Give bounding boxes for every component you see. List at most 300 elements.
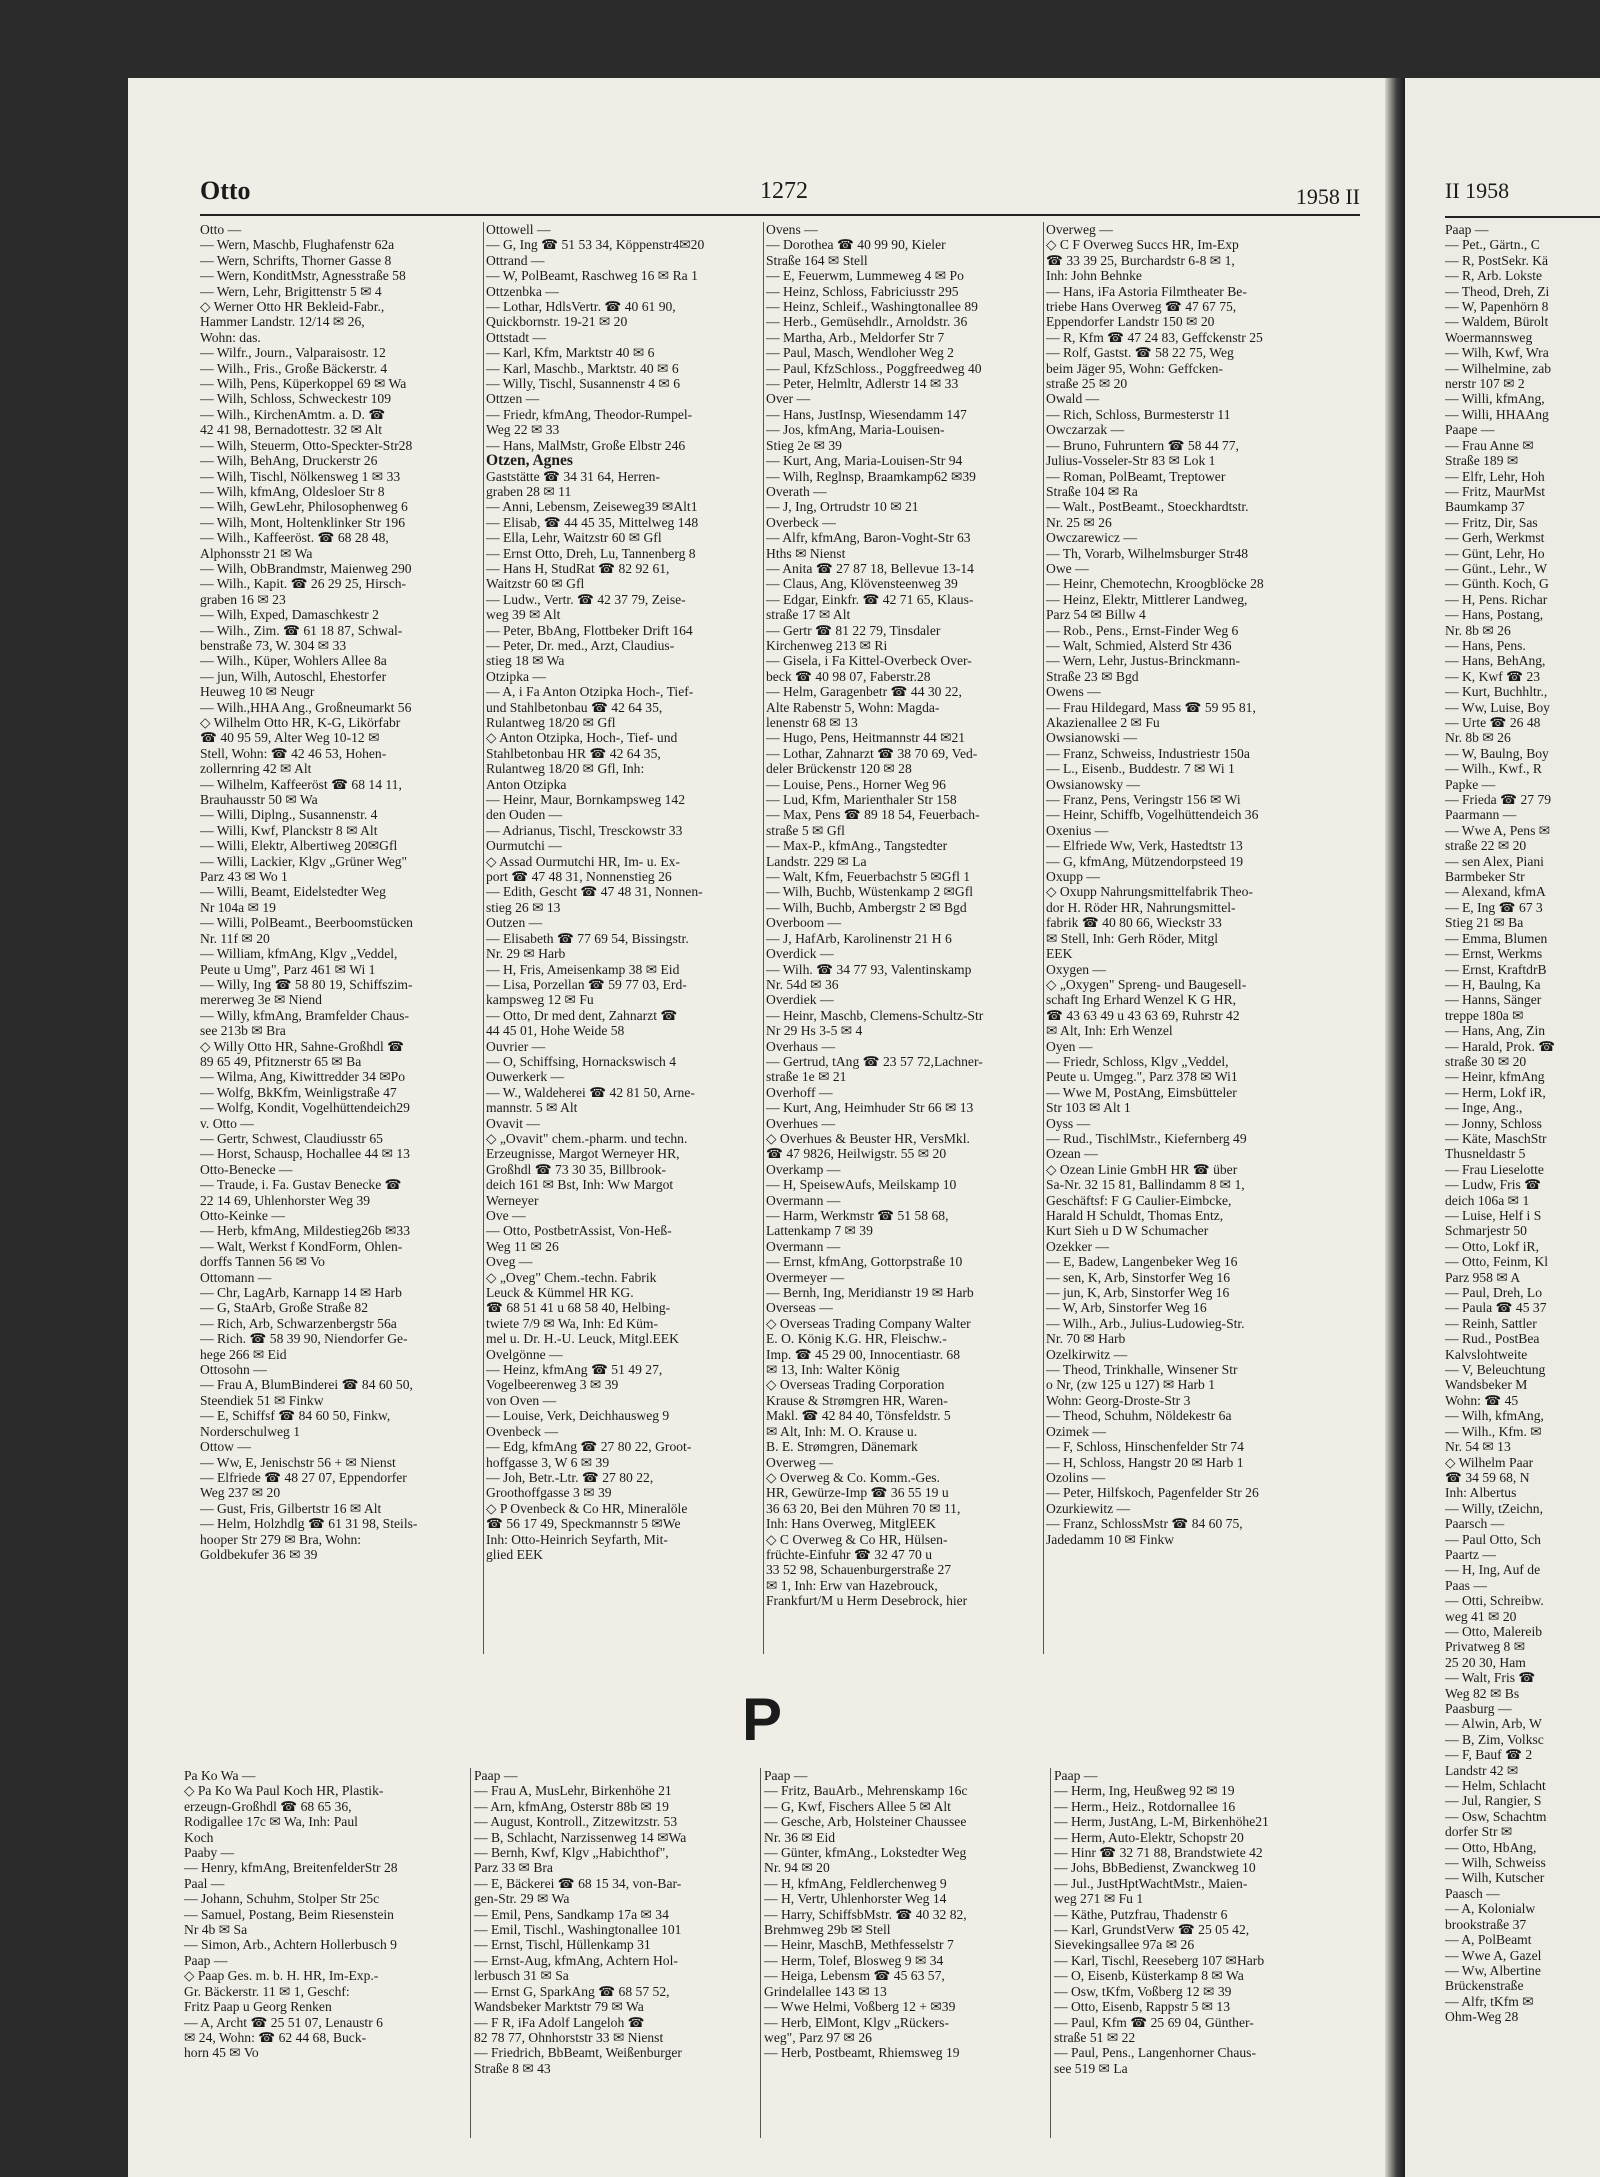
entry-line: — Ernst G, SparkAng ☎ 68 57 52, (474, 1983, 670, 1999)
column-4 (1046, 222, 1358, 1654)
entry-line: Overkamp — (766, 1161, 841, 1177)
entry-line: — Wwe Helmi, Voßberg 12 + ✉39 (764, 1999, 956, 2015)
entry-line: — Wilh. ☎ 34 77 93, Valentinskamp (766, 961, 972, 977)
entry-line: Nr. 54 ✉ 13 (1445, 1439, 1511, 1455)
entry-line: — Lothar, HdlsVertr. ☎ 40 61 90, (486, 299, 676, 315)
entry-line: — Willy, Tischl, Susannenstr 4 ✉ 6 (486, 376, 681, 392)
entry-line: — Wilh, BehAng, Druckerstr 26 (200, 453, 378, 469)
entry-line: — B, Zim, Volksc (1445, 1731, 1544, 1747)
entry-line: — Fritz, Dir, Sas (1445, 514, 1538, 530)
entry-line: 25 20 30, Ham (1445, 1654, 1526, 1670)
entry-line: — Otto, Dr med dent, Zahnarzt ☎ (486, 1007, 678, 1023)
entry-line: — Alfr, kfmAng, Baron-Voght-Str 63 (766, 530, 971, 546)
entry-line: — E, Feuerwm, Lummeweg 4 ✉ Po (766, 268, 964, 284)
entry-line: — Wilh, Exped, Damaschkestr 2 (200, 607, 379, 623)
entry-line: — Herb., Gemüsehdlr., Arnoldstr. 36 (766, 314, 968, 330)
entry-line: Straße 8 ✉ 43 (474, 2060, 551, 2076)
entry-line: Krause & Strømgren HR, Waren- (766, 1392, 948, 1408)
entry-line: — Wilh, Mont, Holtenklinker Str 196 (200, 514, 405, 530)
entry-line: mel u. Dr. H.-U. Leuck, Mitgl.EEK (486, 1331, 679, 1347)
entry-line: Ottrand — (486, 252, 545, 268)
entry-line: — Traude, i. Fa. Gustav Benecke ☎ (200, 1177, 402, 1193)
entry-line: — H, Vertr, Uhlenhorster Weg 14 (764, 1891, 947, 1907)
entry-line: — W., Waldeherei ☎ 42 81 50, Arne- (486, 1084, 695, 1100)
entry-line: Overdick — (766, 946, 834, 962)
entry-line: Frankfurt/M u Herm Desebrock, hier (766, 1593, 968, 1609)
entry-line: Privatweg 8 ✉ (1445, 1639, 1526, 1655)
column-6 (474, 1768, 756, 2138)
entry-line: — Heinr, Schiffb, Vogelhüttendeich 36 (1046, 807, 1259, 823)
entry-line: — Paula ☎ 45 37 (1445, 1300, 1547, 1316)
entry-line: Ozelkirwitz — (1046, 1346, 1128, 1362)
entry-line: — Wilma, Ang, Kiwittredder 34 ✉Po (200, 1069, 406, 1085)
entry-line: — Hans, JustInsp, Wiesendamm 147 (766, 406, 967, 422)
entry-line: — August, Kontroll., Zitzewitzstr. 53 (474, 1814, 678, 1830)
entry-line: ☎ 68 51 41 u 68 58 40, Helbing- (486, 1300, 671, 1316)
entry-line: — Karl, Maschb., Marktstr. 40 ✉ 6 (486, 360, 679, 376)
entry-line: — Frau Hildegard, Mass ☎ 59 95 81, (1046, 699, 1256, 715)
entry-line: Jadedamm 10 ✉ Finkw (1046, 1531, 1175, 1547)
entry-line: Overmann — (766, 1238, 841, 1254)
entry-line: Ottzen — (486, 391, 540, 407)
entry-line: — Willi, Beamt, Eidelstedter Weg (200, 884, 386, 900)
entry-line: — Rud., PostBea (1445, 1331, 1540, 1347)
entry-line: — Herm, Tolef, Blosweg 9 ✉ 34 (764, 1952, 944, 1968)
entry-line: Parz 54 ✉ Billw 4 (1046, 607, 1146, 623)
entry-line: — Jos, kfmAng, Maria-Louisen- (766, 422, 945, 438)
entry-line: Akazienallee 2 ✉ Fu (1046, 715, 1160, 730)
entry-line: v. Otto — (200, 1115, 254, 1131)
entry-line: — Johann, Schuhm, Stolper Str 25c (184, 1891, 380, 1907)
entry-line: straße 30 ✉ 20 (1445, 1053, 1527, 1069)
entry-line: — Theod, Trinkhalle, Winsener Str (1046, 1362, 1238, 1378)
entry-line: — W, Baulng, Boy (1445, 745, 1549, 761)
entry-line: ☎ 56 17 49, Speckmannstr 5 ✉We (486, 1516, 681, 1532)
entry-line: port ☎ 47 48 31, Nonnenstieg 26 (486, 869, 672, 885)
entry-line: — Heinr, Maur, Bornkampsweg 142 (486, 792, 686, 808)
entry-line: — Peter, Hilfskoch, Pagenfelder Str 26 (1046, 1485, 1259, 1501)
entry-line: — Bernh, Ing, Meridianstr 19 ✉ Harb (766, 1285, 974, 1301)
entry-line: — Wilh, Buchb, Ambergstr 2 ✉ Bgd (766, 899, 967, 915)
entry-line: — Otto, HbAng, (1445, 1839, 1537, 1855)
entry-line: — Gertr, Schwest, Claudiusstr 65 (200, 1130, 383, 1146)
entry-line: Otto-Keinke — (200, 1208, 285, 1223)
column-divider (470, 1768, 471, 2138)
entry-line: — Ww, E, Jenischstr 56 + ✉ Nienst (200, 1454, 396, 1470)
entry-line: 89 65 49, Pfitznerstr 65 ✉ Ba (200, 1053, 362, 1069)
entry-line: — Willy, kfmAng, Bramfelder Chaus- (200, 1007, 409, 1023)
entry-line: Ozurkiewitz — (1046, 1500, 1131, 1516)
entry-line: ◇ „Oxygen" Spreng- und Baugesell- (1046, 976, 1247, 992)
entry-line: Owens — (1046, 684, 1101, 700)
entry-line: — R, Arb. Lokste (1445, 268, 1543, 284)
entry-line: Paarsch — (1445, 1516, 1505, 1532)
entry-line: — Pet., Gärtn., C (1445, 237, 1540, 253)
entry-line: ◇ Overseas Trading Company Walter (766, 1315, 971, 1331)
entry-line: Parz 958 ✉ A (1445, 1269, 1521, 1285)
entry-line: — K, Kwf ☎ 23 (1445, 668, 1541, 684)
entry-line: — Käthe, Putzfrau, Thadenstr 6 (1054, 1906, 1228, 1922)
entry-line: Overboom — (766, 915, 842, 931)
entry-line: — Alfr, tKfm ✉ (1445, 1993, 1534, 2009)
column-5 (184, 1768, 466, 2138)
entry-line: Paap — (474, 1768, 518, 1783)
entry-line: — Ernst, Tischl, Hüllenkamp 31 (474, 1937, 651, 1953)
entry-line: — Otti, Schreibw. (1445, 1593, 1544, 1609)
entry-line: — sen, K, Arb, Sinstorfer Weg 16 (1046, 1269, 1231, 1285)
entry-line: — Willi, HHAAng (1445, 406, 1549, 422)
entry-line: ◇ Wilhelm Otto HR, K-G, Likörfabr (200, 715, 401, 730)
entry-line: Paap — (1445, 222, 1489, 237)
entry-line: — B, Schlacht, Narzissenweg 14 ✉Wa (474, 1829, 687, 1845)
entry-line: — Wilh, Steuerm, Otto-Speckter-Str28 (200, 437, 413, 453)
entry-line: Overhoff — (766, 1084, 833, 1100)
entry-line: Owczarewicz — (1046, 530, 1137, 546)
entry-line: — Wilh., Küper, Wohlers Allee 8a (200, 653, 387, 669)
entry-line: — A, PolBeamt (1445, 1932, 1532, 1948)
column-8 (1054, 1768, 1354, 2138)
entry-line: — G, kfmAng, Mützendorpsteed 19 (1046, 853, 1244, 869)
column-3 (766, 222, 1040, 1654)
entry-line: brookstraße 37 (1445, 1916, 1527, 1932)
entry-line: — Walt., PostBeamt., Stoeckhardtstr. (1046, 499, 1249, 515)
entry-line: — Wolfg, Kondit, Vogelhüttendeich29 (200, 1100, 410, 1116)
entry-line: o Nr, (zw 125 u 127) ✉ Harb 1 (1046, 1377, 1216, 1393)
entry-line: Overdiek — (766, 992, 834, 1008)
entry-line: twiete 7/9 ✉ Wa, Inh: Ed Küm- (486, 1315, 659, 1331)
entry-line: — Edith, Gescht ☎ 47 48 31, Nonnen- (486, 884, 703, 900)
entry-line: weg", Parz 97 ✉ 26 (764, 2029, 872, 2045)
entry-line: Peute u. Umgeg.", Parz 378 ✉ Wi1 (1046, 1069, 1238, 1085)
entry-line: Leuck & Kümmel HR KG. (486, 1285, 634, 1301)
entry-line: Papke — (1445, 776, 1496, 792)
entry-line: — A, Kolonialw (1445, 1901, 1536, 1917)
entry-line: Heuweg 10 ✉ Neugr (200, 684, 315, 700)
entry-line: — V, Beleuchtung (1445, 1362, 1546, 1378)
entry-line: — Paul, KfzSchloss., Poggfreedweg 40 (766, 360, 982, 376)
book-fold (1385, 78, 1405, 2177)
entry-line: — Peter, Dr. med., Arzt, Claudius- (486, 637, 675, 653)
entry-line: ◇ C Overweg & Co HR, Hülsen- (766, 1531, 948, 1547)
entry-line: — Hanns, Sänger (1445, 992, 1542, 1008)
entry-line: ◇ P Ovenbeck & Co HR, Mineralöle (486, 1500, 688, 1516)
entry-line: — Emil, Pens, Sandkamp 17a ✉ 34 (474, 1906, 669, 1922)
entry-line: — W, Arb, Sinstorfer Weg 16 (1046, 1300, 1207, 1316)
entry-line: Straße 164 ✉ Stell (766, 252, 868, 268)
entry-line: — Rich. ☎ 58 39 90, Niendorfer Ge- (200, 1331, 408, 1347)
entry-line: Julius-Vosseler-Str 83 ✉ Lok 1 (1046, 453, 1216, 469)
entry-line: beim Jäger 95, Wohn: Geffcken- (1046, 360, 1223, 376)
entry-line: Gaststätte ☎ 34 31 64, Herren- (486, 468, 660, 484)
entry-line: — Kurt, Buchhltr., (1445, 684, 1548, 700)
entry-line: Kirchenweg 213 ✉ Ri (766, 637, 888, 653)
entry-line: — R, PostSekr. Kä (1445, 252, 1549, 268)
entry-line: — Louise, Verk, Deichhausweg 9 (486, 1408, 670, 1424)
entry-line: graben 28 ✉ 11 (486, 483, 572, 499)
entry-line: Wohn: das. (200, 329, 261, 345)
entry-line: zollernring 42 ✉ Alt (200, 761, 312, 777)
entry-line: — Claus, Ang, Klövensteenweg 39 (766, 576, 958, 592)
entry-line: straße 22 ✉ 20 (1445, 838, 1527, 854)
entry-line: Owsianowski — (1046, 730, 1138, 746)
entry-line: Ottzenbka — (486, 283, 559, 299)
entry-line: — Rob., Pens., Ernst-Finder Weg 6 (1046, 622, 1239, 638)
entry-line: Großhdl ☎ 73 30 35, Billbrook- (486, 1161, 667, 1177)
entry-line: Owe — (1046, 560, 1089, 576)
entry-line: — A, Archt ☎ 25 51 07, Lenaustr 6 (184, 2014, 383, 2030)
entry-line: — Walt, Fris ☎ (1445, 1670, 1536, 1686)
entry-line: — Wilh, Kutscher (1445, 1870, 1545, 1886)
entry-line: — Joh, Betr.-Ltr. ☎ 27 80 22, (486, 1469, 654, 1485)
entry-line: — G, Ing ☎ 51 53 34, Köppenstr4✉20 (486, 237, 705, 253)
header-year: 1958 II (1295, 184, 1360, 209)
entry-line: Over — (766, 391, 811, 407)
entry-line: Makl. ☎ 42 84 40, Tönsfeldstr. 5 (766, 1408, 951, 1424)
entry-line: Overseas — (766, 1300, 833, 1316)
entry-line: — Wilh., Kfm. ✉ (1445, 1423, 1542, 1439)
entry-line: — Anita ☎ 27 87 18, Bellevue 13-14 (766, 560, 974, 576)
entry-line: Alte Rabenstr 5, Wohn: Magda- (766, 699, 940, 715)
entry-line: weg 39 ✉ Alt (486, 607, 561, 623)
entry-line: treppe 180a ✉ (1445, 1007, 1524, 1023)
entry-line: — Friedrich, BbBeamt, Weißenburger (474, 2045, 682, 2061)
entry-line: Erzeugnisse, Margot Werneyer HR, (486, 1146, 680, 1162)
entry-line: weg 41 ✉ 20 (1445, 1608, 1517, 1624)
entry-line: — G, StaArb, Große Straße 82 (200, 1300, 369, 1316)
entry-line: stieg 26 ✉ 13 (486, 899, 561, 915)
entry-line: — R, Kfm ☎ 47 24 83, Geffckenstr 25 (1046, 329, 1263, 345)
entry-line: — Gerh, Werkmst (1445, 530, 1545, 546)
entry-line: — Wilh, kfmAng, (1445, 1408, 1544, 1424)
entry-line: — Wern, Schrifts, Thorner Gasse 8 (200, 252, 392, 268)
entry-line: — Rud., TischlMstr., Kiefernberg 49 (1046, 1130, 1247, 1146)
entry-line: ☎ 47 9826, Heilwigstr. 55 ✉ 20 (766, 1146, 947, 1162)
entry-line: — Günter, kfmAng., Lokstedter Weg (764, 1845, 967, 1861)
entry-line: Overmann — (766, 1192, 841, 1208)
entry-line: ◇ „Ovavit" chem.-pharm. und techn. (486, 1130, 688, 1146)
entry-line: Ottowell — (486, 222, 551, 237)
entry-line: — Wern, Lehr, Brigittenstr 5 ✉ 4 (200, 283, 382, 299)
entry-line: — Heinr, Chemotechn, Kroogblöcke 28 (1046, 576, 1264, 592)
entry-line: ◇ C F Overweg Succs HR, Im-Exp (1046, 237, 1239, 253)
entry-line: — F R, iFa Adolf Langeloh ☎ (474, 2014, 645, 2030)
entry-line: — Wwe M, PostAng, Eimsbütteler (1046, 1084, 1237, 1100)
entry-line: Weg 82 ✉ Bs (1445, 1685, 1520, 1701)
entry-line: deler Brückenstr 120 ✉ 28 (766, 761, 912, 777)
entry-line: ✉ Alt, Inh: Erh Wenzel (1046, 1023, 1173, 1039)
entry-line: — E, Schiffsf ☎ 84 60 50, Finkw, (200, 1408, 391, 1424)
entry-line: — Ernst-Aug, kfmAng, Achtern Hol- (474, 1952, 678, 1968)
entry-line: — Osw, Schachtm (1445, 1808, 1547, 1824)
entry-line: — Heinz, Elektr, Mittlerer Landweg, (1046, 591, 1248, 607)
entry-line: — Hinr ☎ 32 71 88, Brandstwiete 42 (1054, 1845, 1263, 1861)
entry-line: — Ella, Lehr, Waitzstr 60 ✉ Gfl (486, 530, 662, 546)
next-page-fragment (1405, 78, 1600, 2177)
entry-line: Paape — (1445, 422, 1495, 438)
entry-line: — Frau Anne ✉ (1445, 437, 1534, 453)
entry-line: — Gesche, Arb, Holsteiner Chaussee (764, 1814, 967, 1830)
entry-line: — Ludw, Fris ☎ (1445, 1177, 1542, 1193)
entry-line: — Franz, Schweiss, Industriestr 150a (1046, 745, 1250, 761)
entry-line: — Wilfr., Journ., Valparaisostr. 12 (200, 345, 386, 361)
entry-line: Ouvrier — (486, 1038, 546, 1054)
entry-line: Vogelbeerenweg 3 ✉ 39 (486, 1377, 619, 1393)
entry-line: — Frau Lieselotte (1445, 1161, 1544, 1177)
entry-line: — Wilh., Kaffeeröst. ☎ 68 28 48, (200, 530, 389, 546)
entry-line: — Walt, Kfm, Feuerbachstr 5 ✉Gfl 1 (766, 869, 971, 885)
entry-line: ✉ 24, Wohn: ☎ 62 44 68, Buck- (184, 2029, 367, 2045)
entry-line: — Paul, Masch, Wendloher Weg 2 (766, 345, 954, 361)
entry-line: Thusneldastr 5 (1445, 1146, 1526, 1162)
entry-line: Woermannsweg (1445, 329, 1533, 345)
entry-line: — Samuel, Postang, Beim Riesenstein (184, 1906, 394, 1922)
entry-line: — H, SpeisewAufs, Meilskamp 10 (766, 1177, 957, 1193)
entry-line: Owczarzak — (1046, 422, 1125, 438)
entry-line: — A, i Fa Anton Otzipka Hoch-, Tief- (486, 684, 694, 700)
entry-line: Landstr 42 ✉ (1445, 1762, 1519, 1778)
entry-line: Ozekker — (1046, 1238, 1110, 1254)
entry-line: lerbusch 31 ✉ Sa (474, 1968, 569, 1984)
entry-line: — Simon, Arb., Achtern Hollerbusch 9 (184, 1937, 397, 1953)
entry-line: Anton Otzipka (486, 776, 567, 792)
entry-line: Owald — (1046, 391, 1100, 407)
entry-line: — Lisa, Porzellan ☎ 59 77 03, Erd- (486, 976, 687, 992)
entry-line: — Herm, JustAng, L-M, Birkenhöhe21 (1054, 1814, 1269, 1830)
entry-line: — sen Alex, Piani (1445, 853, 1544, 869)
entry-line: — Wilh, Schweiss (1445, 1855, 1546, 1871)
entry-line: — Hans H, StudRat ☎ 82 92 61, (486, 560, 670, 576)
entry-line: — Rolf, Gastst. ☎ 58 22 75, Weg (1046, 345, 1234, 361)
entry-line: Sa-Nr. 32 15 81, Ballindamm 8 ✉ 1, (1046, 1177, 1245, 1193)
entry-line: — Jul, Rangier, S (1445, 1793, 1542, 1809)
entry-line: deich 161 ✉ Bst, Inh: Ww Margot (486, 1177, 674, 1193)
entry-line: glied EEK (486, 1546, 544, 1562)
entry-line: ✉ 1, Inh: Erw van Hazebrouck, (766, 1577, 938, 1593)
entry-line: — Heinz, kfmAng ☎ 51 49 27, (486, 1362, 663, 1378)
entry-line: — Karl, Tischl, Reeseberg 107 ✉Harb (1054, 1952, 1265, 1968)
column-divider (760, 1768, 761, 2138)
entry-line: Pa Ko Wa — (184, 1768, 256, 1783)
entry-line: 82 78 77, Ohnhorststr 33 ✉ Nienst (474, 2029, 664, 2045)
entry-line: ◇ Wilhelm Paar (1445, 1454, 1534, 1470)
entry-line: Parz 33 ✉ Bra (474, 1860, 553, 1876)
entry-line: — Heinr, MaschB, Methfesselstr 7 (764, 1937, 954, 1953)
entry-line: Steendiek 51 ✉ Finkw (200, 1392, 324, 1408)
entry-line: Parz 43 ✉ Wo 1 (200, 869, 288, 885)
entry-line: ◇ Ozean Linie GmbH HR ☎ über (1046, 1161, 1238, 1177)
entry-line: hege 266 ✉ Eid (200, 1346, 287, 1362)
entry-line: — Adrianus, Tischl, Tresckowstr 33 (486, 822, 683, 838)
entry-line: Overath — (766, 483, 827, 499)
column-divider (1050, 1768, 1051, 2138)
entry-line: ◇ Assad Ourmutchi HR, Im- u. Ex- (486, 853, 680, 869)
entry-line: — Max, Pens ☎ 89 18 54, Feuerbach- (766, 807, 980, 823)
entry-line: — Wolfg, BkKfm, Weinligstraße 47 (200, 1084, 397, 1100)
entry-line: — H, Schloss, Hangstr 20 ✉ Harb 1 (1046, 1454, 1244, 1470)
entry-line: triebe Hans Overweg ☎ 47 67 75, (1046, 299, 1237, 315)
entry-line: Quickbornstr. 19-21 ✉ 20 (486, 314, 628, 330)
entry-line: — Helm, Schlacht (1445, 1778, 1546, 1794)
entry-line: Paap — (1054, 1768, 1098, 1783)
entry-line: — Ernst Otto, Dreh, Lu, Tannenberg 8 (486, 545, 696, 561)
entry-line: — Otto, PostbetrAssist, Von-Heß- (486, 1223, 672, 1239)
entry-line: Overhaus — (766, 1038, 836, 1054)
entry-line: horn 45 ✉ Vo (184, 2045, 259, 2061)
entry-line: Goldbekufer 36 ✉ 39 (200, 1546, 318, 1562)
entry-line: Stieg 2e ✉ 39 (766, 437, 842, 453)
entry-line: — Horst, Schausp, Hochallee 44 ✉ 13 (200, 1146, 410, 1162)
entry-line: Nr. 8b ✉ 26 (1445, 622, 1511, 638)
entry-line: hoffgasse 3, W 6 ✉ 39 (486, 1454, 610, 1470)
entry-line: Ouwerkerk — (486, 1069, 565, 1085)
entry-line: Overweg — (766, 1454, 833, 1470)
entry-line: — Wilh.,HHA Ang., Großneumarkt 56 (200, 699, 412, 715)
entry-line: Nr 104a ✉ 19 (200, 899, 276, 915)
entry-line: dorffs Tannen 56 ✉ Vo (200, 1254, 325, 1270)
entry-line: Koch (184, 1829, 214, 1845)
entry-line: — Waldem, Bürolt (1445, 314, 1549, 330)
entry-line: — Theod, Dreh, Zi (1445, 283, 1550, 299)
entry-line: — Jul., JustHptWachtMstr., Maien- (1054, 1875, 1248, 1891)
entry-line: — Emil, Tischl., Washingtonallee 101 (474, 1922, 682, 1938)
entry-line: — Paul Otto, Sch (1445, 1531, 1541, 1547)
entry-line: — Wilh, ObBrandmstr, Maienweg 290 (200, 560, 412, 576)
entry-line: und Stahlbetonbau ☎ 42 64 35, (486, 699, 663, 715)
entry-line: Ovens — (766, 222, 818, 237)
entry-line: — Heinr, kfmAng (1445, 1069, 1545, 1085)
next-page-header-rule (1445, 216, 1600, 218)
entry-line: — Ernst, KraftdrB (1445, 961, 1547, 977)
entry-line: — Frieda ☎ 27 79 (1445, 792, 1552, 808)
column-divider (763, 222, 764, 1654)
entry-line: Nr. 54d ✉ 36 (766, 976, 839, 992)
column-divider (483, 222, 484, 1654)
entry-line: Nr. 70 ✉ Harb (1046, 1331, 1126, 1347)
entry-line: Kurt Sieh u D W Schumacher (1046, 1223, 1209, 1239)
entry-line: Hths ✉ Nienst (766, 545, 846, 561)
entry-line: — Paul, Kfm ☎ 25 69 04, Günther- (1054, 2014, 1254, 2030)
entry-line: — Emma, Blumen (1445, 930, 1548, 946)
entry-line: — Karl, Kfm, Marktstr 40 ✉ 6 (486, 345, 655, 361)
column-1 (200, 222, 480, 1654)
entry-line: Ottomann — (200, 1269, 272, 1285)
entry-line: Nr. 11f ✉ 20 (200, 930, 270, 946)
entry-line: Rodigallee 17c ✉ Wa, Inh: Paul (184, 1814, 358, 1830)
entry-line: mannstr. 5 ✉ Alt (486, 1100, 578, 1116)
entry-line: — Bruno, Fuhruntern ☎ 58 44 77, (1046, 437, 1239, 453)
entry-line: — Roman, PolBeamt, Treptower (1046, 468, 1226, 484)
entry-line: erzeugn-Großhdl ☎ 68 65 36, (184, 1798, 352, 1814)
entry-line: Oyen — (1046, 1038, 1093, 1054)
entry-line: Inh: Hans Overweg, MitglEEK (766, 1516, 936, 1532)
column-2 (486, 222, 760, 1654)
entry-line: — Chr, LagArb, Karnapp 14 ✉ Harb (200, 1285, 402, 1301)
entry-line: Norderschulweg 1 (200, 1423, 301, 1439)
entry-line: — Ww, Albertine (1445, 1962, 1541, 1978)
entry-line: Grindelallee 143 ✉ 13 (764, 1983, 887, 1999)
entry-line: Groothoffgasse 3 ✉ 39 (486, 1485, 612, 1501)
entry-line: — Wilh, Buchb, Wüstenkamp 2 ✉Gfl (766, 884, 974, 900)
entry-line: Stahlbetonbau HR ☎ 42 64 35, (486, 745, 661, 761)
entry-line: ◇ Overseas Trading Corporation (766, 1377, 945, 1393)
entry-line: — Harald, Prok. ☎ (1445, 1038, 1556, 1054)
entry-line: see 519 ✉ La (1054, 2060, 1128, 2076)
entry-line: straße 51 ✉ 22 (1054, 2029, 1136, 2045)
entry-line: — E, Ing ☎ 67 3 (1445, 899, 1543, 915)
entry-line: — Peter, Helmltr, Adlerstr 14 ✉ 33 (766, 376, 959, 392)
entry-line: Nr. 29 ✉ Harb (486, 946, 566, 962)
entry-line: — H, Baulng, Ka (1445, 976, 1541, 992)
